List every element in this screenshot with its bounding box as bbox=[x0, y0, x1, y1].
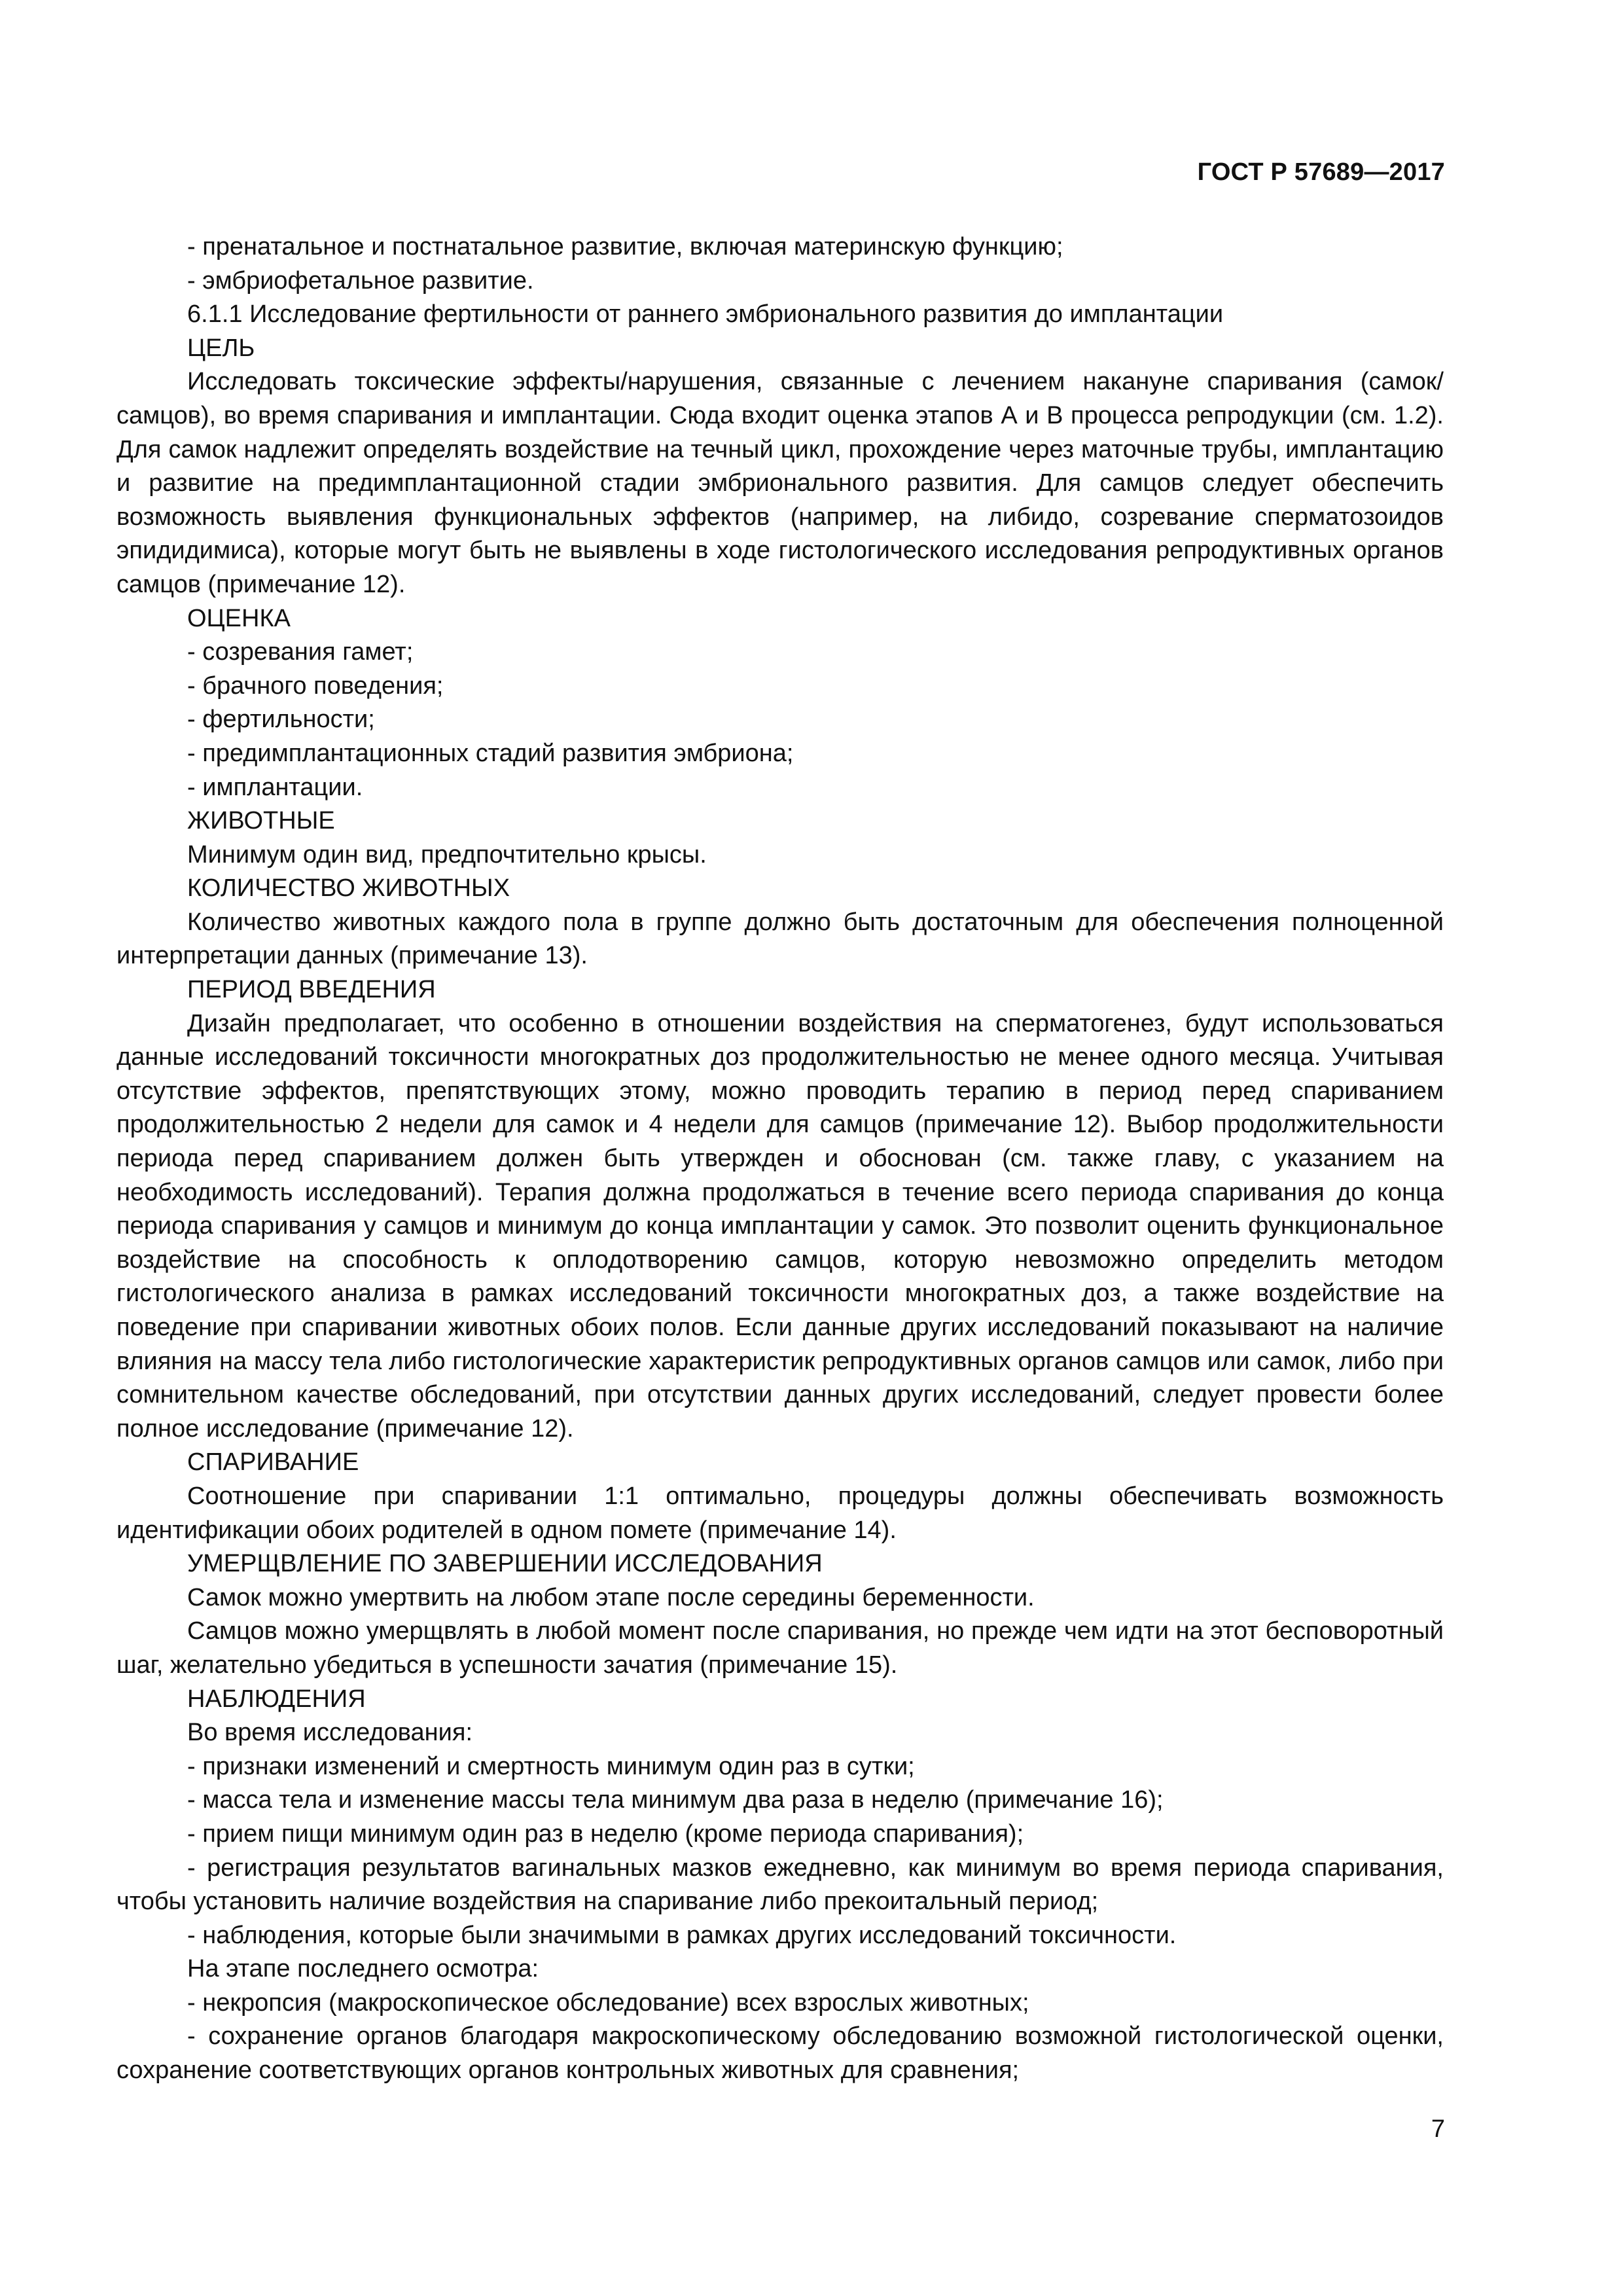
mating-paragraph: Соотношение при спаривании 1:1 оптимально, процедуры должны обеспечивать возможность идентификации обоих родителей в одном помете (примечание 14). bbox=[116, 1482, 1444, 1544]
animal-count-heading: КОЛИЧЕСТВО ЖИВОТНЫХ bbox=[187, 874, 510, 903]
list-item: - пренатальное и постнатальное развитие, включая материнскую функцию; bbox=[187, 233, 1063, 260]
section-title: 6.1.1 Исследование фертильности от раннего эмбрионального развития до имплантации bbox=[187, 300, 1224, 329]
termination-males-paragraph: Самцов можно умерщвлять в любой момент после спаривания, но прежде чем идти на этот бесповоротный шаг, желательно убедиться в успешности зачатия (примечание 15). bbox=[116, 1617, 1444, 1679]
list-item: - созревания гамет; bbox=[187, 638, 414, 666]
goal-heading: ЦЕЛЬ bbox=[187, 334, 255, 362]
goal-paragraph: Исследовать токсические эффекты/нарушения, связанные с лечением накануне спаривания (самок/самцов), во время спаривания и имплантации. Сюда входит оценка этапов А и В процесса репродукции (см. 1.2). Для самок надлежит определять воздействие на течный цикл, прохождение через маточные трубы, имплантацию и развитие на предимплантационной стадии эмбрионального развития. Для самцов следует обеспечить возможность выявления функциональных эффектов (например, на либидо, созревание сперматозоидов эпидидимиса), которые могут быть не выявлены в ходе гистологического исследования репродуктивных органов самцов (примечание 12). bbox=[116, 368, 1444, 598]
observations-during-label: Во время исследования: bbox=[187, 1719, 473, 1747]
document-body bbox=[116, 230, 1444, 2088]
list-item: - брачного поведения; bbox=[187, 672, 444, 700]
document-header: ГОСТ Р 57689—2017 bbox=[1197, 158, 1445, 186]
list-item: - прием пищи минимум один раз в неделю (кроме периода спаривания); bbox=[187, 1820, 1024, 1848]
list-item: - некропсия (макроскопическое обследование) всех взрослых животных; bbox=[187, 1988, 1029, 2017]
list-item: - фертильности; bbox=[187, 706, 375, 734]
observations-final-label: На этапе последнего осмотра: bbox=[187, 1955, 539, 1983]
dosing-period-paragraph: Дизайн предполагает, что особенно в отношении воздействия на сперматогенез, будут использоваться данные исследований токсичности многократных доз продолжительностью не менее одного месяца. Учитывая отсутствие эффектов, препятствующих этому, можно проводить терапию в период перед спариванием продолжительностью 2 недели для самок и 4 недели для самцов (примечание 12). Выбор продолжительности периода перед спариванием должен быть утвержден и обоснован (см. также главу, с указанием на необходимость исследований). Терапия должна продолжаться в течение всего периода спаривания до конца периода спаривания у самцов и минимум до конца имплантации у самок. Это позволит оценить функциональное воздействие на способность к оплодотворению самцов, которую невозможно определить методом гистологического анализа в рамках исследований токсичности многократных доз, а также воздействие на поведение при спаривании животных обоих полов. Если данные других исследований показывают на наличие влияния на массу тела либо гистологические характеристик репродуктивных органов самцов или самок, либо при сомнительном качестве обследований, при отсутствии данных других исследований, следует провести более полное исследование (примечание 12). bbox=[116, 1009, 1444, 1443]
list-item: - регистрация результатов вагинальных мазков ежедневно, как минимум во время периода спаривания, чтобы установить наличие воздействия на спаривание либо прекоитальный период; bbox=[116, 1854, 1444, 1916]
mating-heading: СПАРИВАНИЕ bbox=[187, 1448, 359, 1477]
animals-paragraph: Минимум один вид, предпочтительно крысы. bbox=[187, 840, 707, 869]
list-item: - сохранение органов благодаря макроскопическому обследованию возможной гистологической оценки, сохранение соответствующих органов контрольных животных для сравнения; bbox=[116, 2022, 1444, 2085]
termination-heading: УМЕРЩВЛЕНИЕ ПО ЗАВЕРШЕНИИ ИССЛЕДОВАНИЯ bbox=[187, 1550, 823, 1578]
dosing-period-heading: ПЕРИОД ВВЕДЕНИЯ bbox=[187, 976, 436, 1004]
termination-females-paragraph: Самок можно умертвить на любом этапе после середины беременности. bbox=[187, 1583, 1035, 1611]
list-item: - признаки изменений и смертность минимум один раз в сутки; bbox=[187, 1752, 915, 1780]
list-item: - масса тела и изменение массы тела минимум два раза в неделю (примечание 16); bbox=[187, 1786, 1164, 1814]
list-item: - наблюдения, которые были значимыми в рамках других исследований токсичности. bbox=[187, 1921, 1177, 1949]
page-number: 7 bbox=[1431, 2115, 1445, 2143]
list-item: - предимплантационных стадий развития эмбриона; bbox=[187, 739, 794, 767]
animal-count-paragraph: Количество животных каждого пола в группе должно быть достаточным для обеспечения полноценной интерпретации данных (примечание 13). bbox=[116, 908, 1444, 970]
list-item: - имплантации. bbox=[187, 773, 363, 801]
list-item: - эмбриофетальное развитие. bbox=[187, 266, 534, 295]
evaluation-heading: ОЦЕНКА bbox=[187, 604, 291, 632]
animals-heading: ЖИВОТНЫЕ bbox=[187, 807, 335, 835]
observations-heading: НАБЛЮДЕНИЯ bbox=[187, 1685, 366, 1713]
